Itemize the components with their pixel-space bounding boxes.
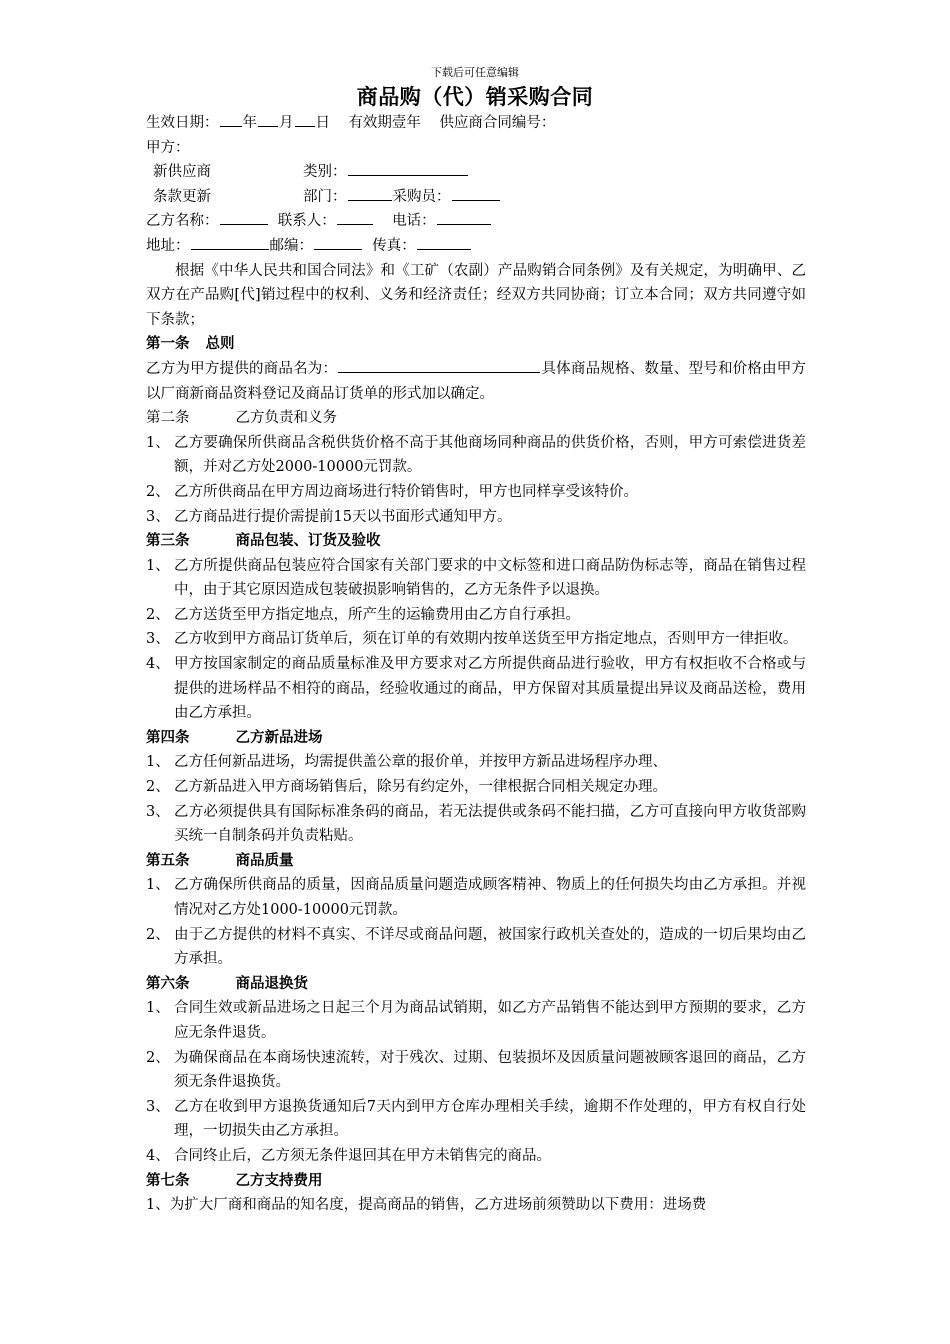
new-supplier-line bbox=[146, 160, 806, 185]
article6-title: 商品退换货 bbox=[235, 974, 308, 992]
article5-no: 第五条 bbox=[146, 851, 190, 869]
clause-number: 3、 bbox=[146, 803, 170, 820]
clause-text: 乙方所提供商品包装应符合国家有关部门要求的中文标签和进口商品防伪标志等，商品在销售过程中，由于其它原因造成包装破损影响销售的，乙方无条件予以退换。 bbox=[174, 557, 806, 599]
article7-no: 第七条 bbox=[146, 1171, 190, 1189]
validity-label: 有效期壹年 bbox=[348, 115, 421, 131]
article5-items bbox=[146, 873, 806, 971]
phone-blank bbox=[437, 209, 491, 225]
clause-text: 乙方要确保所供商品含税供货价格不高于其他商场同种商品的供货价格，否则，甲方可索偿进货差额，并对乙方处2000-10000元罚款。 bbox=[174, 434, 806, 476]
article6-heading bbox=[146, 972, 806, 997]
clause-number: 1、 bbox=[146, 877, 170, 894]
year-label: 年 bbox=[242, 115, 257, 131]
clause-text: 乙方收到甲方商品订货单后，须在订单的有效期内按单送货至甲方指定地点，否则甲方一律拒收。 bbox=[174, 631, 798, 648]
party-b-name-label: 乙方名称： bbox=[146, 213, 219, 230]
article5-heading bbox=[146, 849, 806, 874]
contract-body bbox=[146, 111, 806, 1218]
clause-number: 2、 bbox=[146, 483, 170, 500]
clause-number: 2、 bbox=[146, 926, 170, 943]
clause-text: 合同生效或新品进场之日起三个月为商品试销期，如乙方产品销售不能达到甲方预期的要求，乙方应无条件退货。 bbox=[174, 1000, 806, 1041]
clause-number: 1、 bbox=[146, 1000, 170, 1017]
clause-text: 乙方新品进入甲方商场销售后，除另有约定外，一律根据合同相关规定办理。 bbox=[174, 779, 667, 796]
month-label: 月 bbox=[279, 115, 294, 131]
article1-no: 第一条 bbox=[146, 335, 190, 353]
day-blank bbox=[295, 111, 315, 127]
fax-blank bbox=[417, 234, 471, 250]
clause-number: 1、 bbox=[146, 557, 170, 574]
clause-text: 乙方必须提供具有国际标准条码的商品，若无法提供或条码不能扫描，乙方可直接向甲方收货部购买统一自制条码并负责粘贴。 bbox=[174, 803, 806, 845]
month-blank bbox=[258, 111, 278, 127]
article7-heading bbox=[146, 1169, 806, 1194]
article2-items bbox=[146, 431, 806, 529]
article4-heading bbox=[146, 726, 806, 751]
article1-title: 总则 bbox=[205, 335, 235, 353]
effective-date-label: 生效日期： bbox=[146, 115, 219, 131]
party-b-line bbox=[146, 209, 806, 234]
article1-heading bbox=[146, 332, 806, 357]
article7-title: 乙方支持费用 bbox=[235, 1171, 323, 1189]
category-blank bbox=[348, 160, 468, 176]
clause-item bbox=[146, 627, 806, 652]
clause-text: 乙方确保所供商品的质量，因商品质量问题造成顾客精神、物质上的任何损失均由乙方承担。并视情况对乙方处1000-10000元罚款。 bbox=[174, 877, 806, 918]
clause-update-label: 条款更新 bbox=[153, 188, 211, 205]
effective-date-line bbox=[146, 111, 806, 136]
clause-update-line bbox=[146, 185, 806, 210]
party-b-name-blank bbox=[220, 209, 268, 225]
contract-title: 商品购（代）销采购合同 bbox=[356, 84, 594, 109]
clause-item bbox=[146, 652, 806, 726]
clause-number: 2、 bbox=[146, 606, 170, 623]
phone-label: 电话： bbox=[392, 213, 436, 230]
clause-number: 3、 bbox=[146, 1098, 170, 1115]
clause-text: 由于乙方提供的材料不真实、不详尽或商品问题，被国家行政机关查处的，造成的一切后果均由乙方承担。 bbox=[174, 926, 806, 968]
party-a-label: 甲方： bbox=[146, 139, 190, 156]
clause-item bbox=[146, 750, 806, 775]
clause-item bbox=[146, 800, 806, 849]
article4-items bbox=[146, 750, 806, 848]
clause-text: 乙方送货至甲方指定地点，所产生的运输费用由乙方自行承担。 bbox=[174, 606, 580, 623]
product-name-blank bbox=[338, 357, 540, 373]
article4-no: 第四条 bbox=[146, 728, 190, 746]
day-label: 日 bbox=[315, 115, 330, 131]
clause-item bbox=[146, 1144, 806, 1169]
article1-text-before: 乙方为甲方提供的商品名为： bbox=[146, 360, 338, 377]
postcode-label: 邮编： bbox=[269, 237, 313, 254]
clause-text: 乙方商品进行提价需提前15天以书面形式通知甲方。 bbox=[174, 508, 512, 525]
article2-heading bbox=[146, 406, 806, 431]
clause-number: 3、 bbox=[146, 508, 170, 525]
clause-item bbox=[146, 775, 806, 800]
fax-label: 传真： bbox=[372, 237, 416, 254]
clause-text: 乙方在收到甲方退换货通知后7天内到甲方仓库办理相关手续，逾期不作处理的，甲方有权自行处理，一切损失由乙方承担。 bbox=[174, 1098, 806, 1140]
party-a-line bbox=[146, 136, 806, 161]
article6-no: 第六条 bbox=[146, 974, 190, 992]
article7-text: 1、为扩大厂商和商品的知名度，提高商品的销售，乙方进场前须赞助以下费用：进场费 bbox=[146, 1197, 707, 1214]
article2-no: 第二条 bbox=[146, 410, 190, 427]
article5-title: 商品质量 bbox=[235, 851, 294, 869]
clause-text: 为确保商品在本商场快速流转，对于残次、过期、包装损坏及因质量问题被顾客退回的商品，乙方须无条件退换货。 bbox=[174, 1049, 806, 1091]
clause-item bbox=[146, 1046, 806, 1095]
year-blank bbox=[220, 111, 242, 127]
article2-title: 乙方负责和义务 bbox=[235, 410, 337, 427]
article3-title: 商品包装、订货及验收 bbox=[235, 532, 381, 550]
header-note: 下载后可任意编辑 bbox=[431, 66, 519, 79]
clause-number: 4、 bbox=[146, 656, 170, 673]
clause-item bbox=[146, 554, 806, 603]
contact-blank bbox=[337, 209, 373, 225]
clause-item bbox=[146, 431, 806, 480]
clause-text: 乙方任何新品进场，均需提供盖公章的报价单，并按甲方新品进场程序办理、 bbox=[174, 754, 667, 771]
clause-number: 3、 bbox=[146, 631, 170, 648]
clause-item bbox=[146, 603, 806, 628]
clause-item bbox=[146, 923, 806, 972]
article6-items bbox=[146, 996, 806, 1168]
article1-text-after: 具体商品规格、数量、型号和价格由甲方以厂商新商品资料登记及商品订货单的形式加以确定。 bbox=[146, 360, 807, 402]
buyer-label: 采购员： bbox=[392, 188, 451, 205]
clause-number: 1、 bbox=[146, 754, 170, 771]
clause-item bbox=[146, 480, 806, 505]
address-blank bbox=[191, 234, 269, 250]
clause-number: 2、 bbox=[146, 1049, 170, 1066]
clause-text: 合同终止后，乙方须无条件退回其在甲方未销售完的商品。 bbox=[174, 1147, 551, 1164]
article3-heading bbox=[146, 529, 806, 554]
new-supplier-label: 新供应商 bbox=[153, 164, 211, 181]
article3-items bbox=[146, 554, 806, 726]
address-label: 地址： bbox=[146, 237, 190, 254]
clause-item bbox=[146, 996, 806, 1045]
clause-number: 1、 bbox=[146, 434, 170, 451]
clause-number: 4、 bbox=[146, 1147, 170, 1164]
department-label: 部门： bbox=[303, 188, 347, 205]
clause-item bbox=[146, 873, 806, 922]
postcode-blank bbox=[314, 234, 362, 250]
buyer-blank bbox=[452, 185, 500, 201]
article3-no: 第三条 bbox=[146, 532, 190, 550]
department-blank bbox=[348, 185, 392, 201]
category-label: 类别： bbox=[303, 164, 347, 181]
clause-number: 2、 bbox=[146, 779, 170, 796]
article1-text bbox=[146, 357, 806, 406]
preamble: 根据《中华人民共和国合同法》和《工矿（农副）产品购销合同条例》及有关规定，为明确甲、乙双方在产品购[代]销过程中的权利、义务和经济责任；经双方共同协商；订立本合同；双方共同遵守如下条款； bbox=[146, 262, 806, 328]
contact-label: 联系人： bbox=[277, 213, 336, 230]
article4-title: 乙方新品进场 bbox=[235, 728, 323, 746]
clause-item bbox=[146, 505, 806, 530]
clause-text: 乙方所供商品在甲方周边商场进行特价销售时，甲方也同样享受该特价。 bbox=[174, 483, 638, 500]
clause-item bbox=[146, 1095, 806, 1144]
supplier-contract-no-label: 供应商合同编号： bbox=[439, 115, 556, 131]
address-line bbox=[146, 234, 806, 259]
clause-text: 甲方按国家制定的商品质量标准及甲方要求对乙方所提供商品进行验收，甲方有权拒收不合格或与提供的进场样品不相符的商品，经验收通过的商品，甲方保留对其质量提出异议及商品送检，费用由乙方承担。 bbox=[174, 656, 806, 722]
